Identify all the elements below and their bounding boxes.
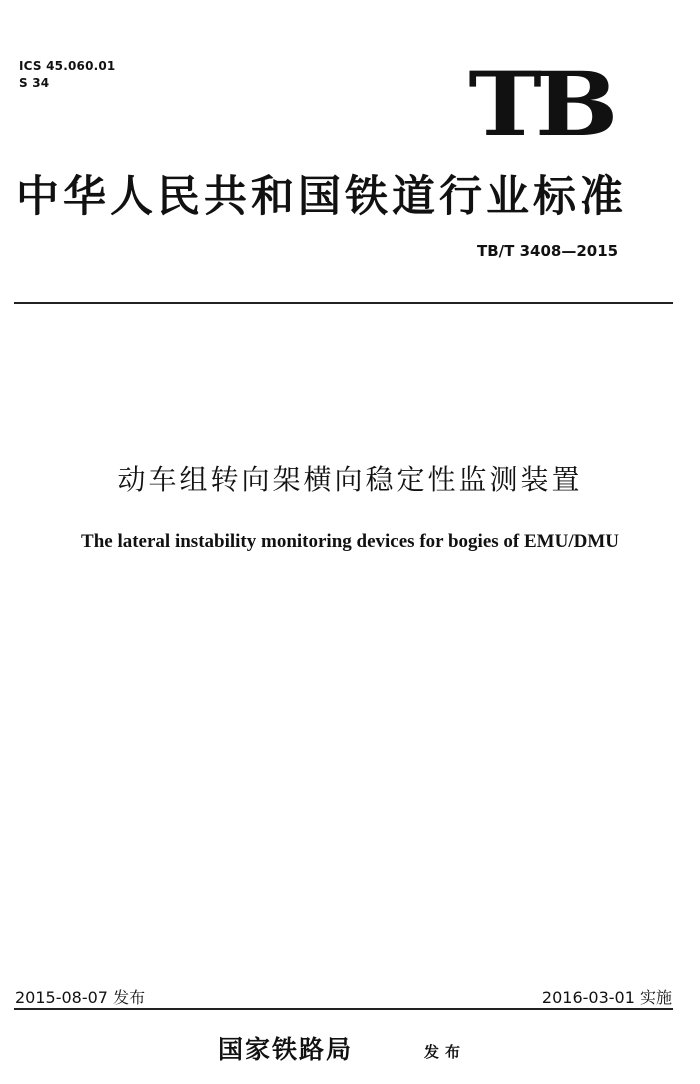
issue-date: 2015-08-07 发布	[15, 988, 146, 1007]
implementation-date: 2016-03-01 实施	[541, 988, 672, 1007]
classification-block	[19, 58, 115, 92]
ccs-code: S 34	[19, 76, 50, 90]
ics-code: ICS 45.060.01	[19, 59, 116, 73]
document-title-chinese: 动车组转向架横向稳定性监测装置	[117, 463, 583, 496]
publisher-name: 国家铁路局	[218, 1035, 354, 1064]
organization-title: 中华人民共和国铁道行业标准	[16, 172, 627, 222]
document-title-english: The lateral instability monitoring devices for bogies of EMU/DMU	[81, 531, 619, 552]
top-divider	[14, 302, 673, 304]
standard-number: TB/T 3408—2015	[477, 242, 619, 260]
publish-label: 发布	[424, 1043, 467, 1061]
tb-logo: TB	[468, 52, 612, 156]
bottom-divider	[14, 1008, 673, 1010]
